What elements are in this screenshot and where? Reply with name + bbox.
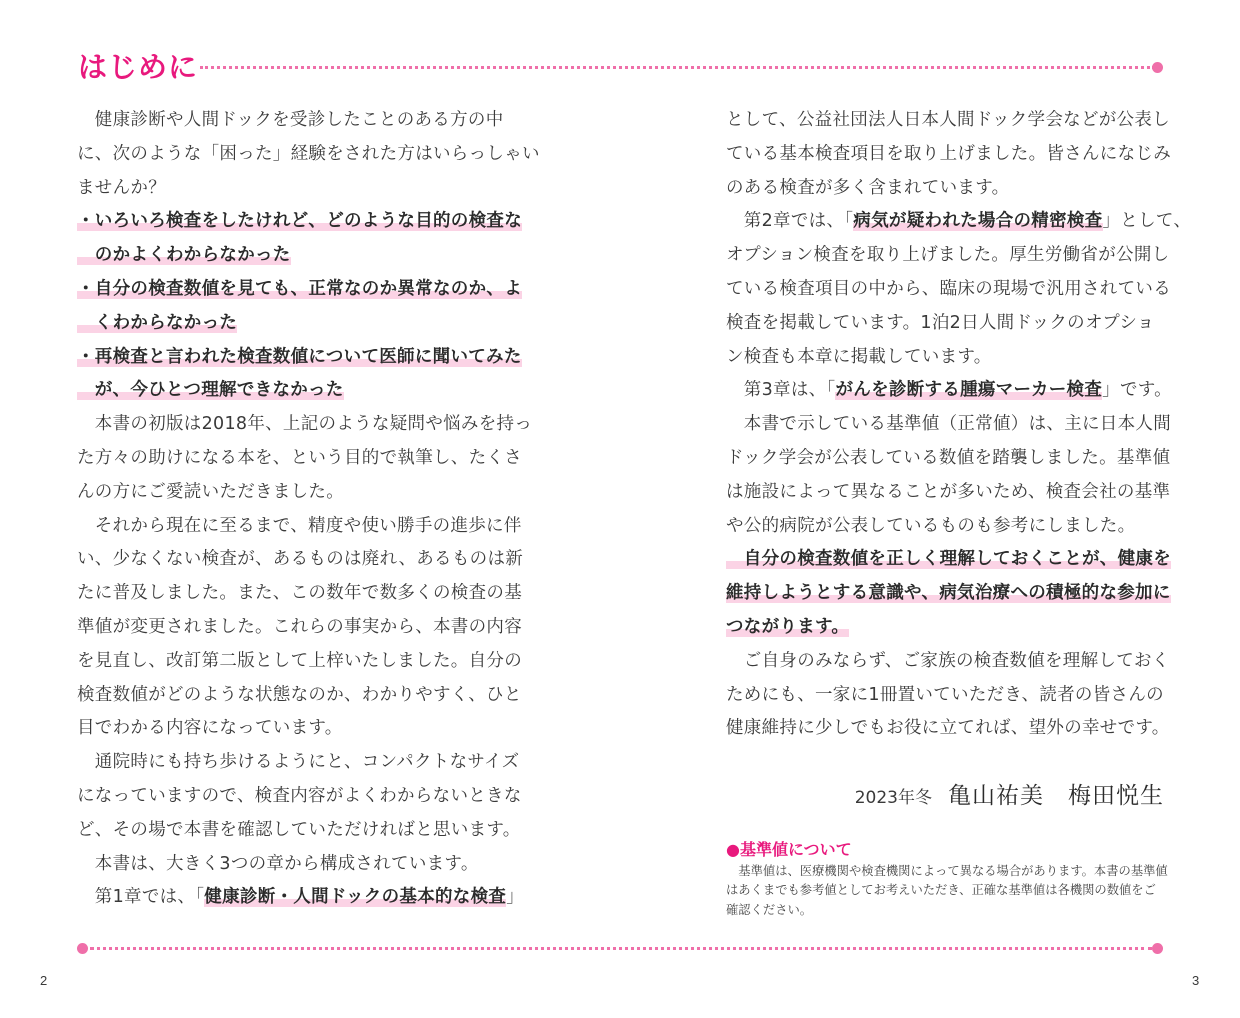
- body-line: オプション検査を取り上げました。厚生労働省が公開し: [726, 245, 1170, 266]
- highlighted-text: のかよくわからなかった: [77, 245, 291, 266]
- body-line: は施設によって異なることが多いため、検査会社の基準: [726, 481, 1171, 502]
- highlighted-text: つながります。: [726, 616, 850, 637]
- reference-value-note: [726, 840, 1168, 920]
- body-line: ご自身のみならず、ご家族の検査数値を理解しておく: [726, 650, 1170, 671]
- text-fragment: 」として、: [1102, 211, 1192, 232]
- body-line: 準値が変更されました。これらの事実から、本書の内容: [77, 616, 522, 637]
- body-line: 本書の初版は2018年、上記のような疑問や悩みを持っ: [77, 414, 533, 435]
- body-line: ませんか？: [77, 177, 166, 198]
- body-line: 検査を掲載しています。1泊2日人間ドックのオプショ: [726, 312, 1155, 333]
- text-fragment: 」: [506, 887, 525, 908]
- body-line: 検査数値がどのような状態なのか、わかりやすく、ひと: [77, 684, 522, 705]
- body-line: を見直し、改訂第二版として上梓いたしました。自分の: [77, 650, 522, 671]
- top-rule-end-dot: [1152, 62, 1163, 73]
- note-body: 基準値は、医療機関や検査機関によって異なる場合があります。本書の基準値はあくまでも参考値としてお考えいただき、正確な基準値は各機関の数値をご確認ください。: [726, 864, 1168, 917]
- body-line: 健康診断や人間ドックを受診したことのある方の中: [77, 110, 504, 130]
- emphasis-line: [726, 577, 1171, 611]
- highlighted-text: 健康診断・人間ドックの基本的な検査: [204, 887, 507, 908]
- highlighted-text: がんを診断する腫瘍マーカー検査: [835, 380, 1103, 401]
- body-line: ど、その場で本書を確認していただければと思います。: [77, 819, 521, 840]
- body-line: それから現在に至るまで、精度や使い勝手の進歩に伴: [77, 515, 522, 536]
- bullet-line: [77, 205, 522, 239]
- bullet-line: [77, 273, 522, 307]
- left-column-text: [77, 104, 540, 915]
- highlighted-text: 病気が疑われた場合の精密検査: [853, 211, 1103, 232]
- body-line: た方々の助けになる本を、という目的で執筆し、たくさ: [77, 447, 522, 468]
- body-line: になっていますので、検査内容がよくわからないときな: [77, 785, 522, 806]
- body-line: ている検査項目の中から、臨床の現場で汎用されている: [726, 278, 1171, 299]
- body-line: [77, 881, 525, 915]
- highlighted-text: 自分の検査数値を正しく理解しておくことが、健康を: [726, 549, 1171, 570]
- body-line: 目でわかる内容になっています。: [77, 718, 343, 739]
- highlighted-text: ・自分の検査数値を見ても、正常なのか異常なのか、よ: [77, 278, 522, 299]
- page-number-left: 2: [40, 973, 48, 988]
- bullet-line: [77, 239, 517, 273]
- body-line: のある検査が多く含まれています。: [726, 177, 1010, 198]
- body-line: ン検査も本章に掲載しています。: [726, 346, 992, 367]
- signature-date: 2023年冬: [854, 788, 932, 808]
- page-number-right: 3: [1192, 973, 1200, 988]
- body-line: ドック学会が公表している数値を踏襲しました。基準値: [726, 447, 1171, 468]
- bullet-line: [77, 307, 517, 341]
- body-line: として、公益社団法人日本人間ドック学会などが公表し: [726, 110, 1170, 130]
- body-line: ている基本検査項目を取り上げました。皆さんになじみ: [726, 143, 1171, 164]
- bottom-dotted-rule: [90, 947, 1152, 950]
- body-line: 通院時にも持ち歩けるようにと、コンパクトなサイズ: [77, 752, 520, 773]
- highlighted-text: ・いろいろ検査をしたけれど、どのような目的の検査な: [77, 211, 522, 232]
- body-line: [726, 205, 1192, 239]
- author-names: 亀山祐美 梅田悦生: [948, 783, 1164, 809]
- body-line: い、少なくない検査が、あるものは廃れ、あるものは新: [77, 549, 524, 570]
- body-line: 本書は、大きく3つの章から構成されています。: [77, 853, 479, 874]
- highlighted-text: くわからなかった: [77, 312, 238, 333]
- body-line: [726, 374, 1172, 408]
- bullet-line: [77, 374, 517, 408]
- body-line: 本書で示している基準値（正常値）は、主に日本人間: [726, 414, 1171, 435]
- body-line: や公的病院が公表しているものも参考にしました。: [726, 515, 1136, 536]
- body-line: んの方にご愛読いただきました。: [77, 481, 344, 502]
- text-fragment: 第2章では、「: [726, 211, 854, 232]
- body-line: たに普及しました。また、この数年で数多くの検査の基: [77, 583, 522, 604]
- highlighted-text: が、今ひとつ理解できなかった: [77, 380, 344, 401]
- bullet-line: [77, 341, 522, 375]
- highlighted-text: ・再検査と言われた検査数値について医師に聞いてみた: [77, 346, 522, 367]
- emphasis-line: [726, 611, 1168, 645]
- body-line: ためにも、一家に1冊置いていただき、読者の皆さんの: [726, 684, 1164, 705]
- body-line: に、次のような「困った」経験をされた方はいらっしゃい: [77, 143, 540, 164]
- page-title: はじめに: [78, 50, 199, 84]
- text-fragment: 第1章では、「: [77, 887, 205, 908]
- highlighted-text: 維持しようとする意識や、病気治療への積極的な参加に: [726, 583, 1171, 604]
- signature: [726, 777, 1164, 810]
- top-dotted-rule: [200, 66, 1155, 69]
- emphasis-line: [726, 543, 1171, 577]
- text-fragment: 」です。: [1102, 380, 1172, 401]
- body-line: 健康維持に少しでもお役に立てれば、望外の幸せです。: [726, 718, 1170, 739]
- note-title: ●基準値について: [726, 840, 852, 859]
- right-column-text: [726, 104, 1192, 746]
- bottom-rule-end-dot: [1152, 943, 1163, 954]
- bottom-rule-start-dot: [77, 943, 88, 954]
- text-fragment: 第3章は、「: [726, 380, 836, 401]
